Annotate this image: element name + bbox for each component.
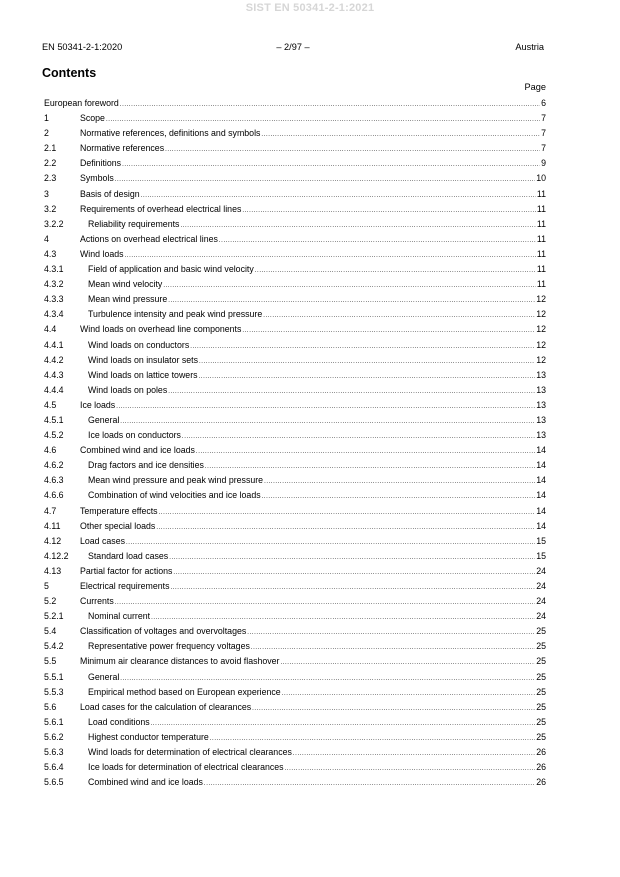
toc-entry-number: 4.4.1 — [44, 339, 64, 350]
page-column-label: Page — [524, 82, 546, 92]
toc-entry-page: 14 — [536, 475, 546, 486]
toc-entry-number: 5.6.4 — [44, 762, 64, 773]
toc-entry-page: 12 — [536, 354, 546, 365]
toc-dot-leader — [169, 551, 535, 566]
toc-entry-page: 11 — [536, 233, 546, 244]
toc-entry-page: 13 — [536, 369, 546, 380]
toc-entry-number: 5 — [44, 581, 49, 591]
toc-entry[interactable] — [44, 639, 546, 654]
toc-dot-leader — [199, 355, 535, 370]
toc-entry-title: Ice loads for determination of electrical clearances — [88, 762, 284, 773]
toc-entry-number: 4.4 — [44, 324, 57, 335]
toc-entry-page: 14 — [536, 505, 546, 516]
toc-dot-leader — [281, 656, 536, 671]
toc-entry-page: 12 — [536, 339, 546, 350]
toc-entry-page: 25 — [536, 671, 546, 682]
toc-entry-title: Mean wind velocity — [88, 279, 163, 290]
toc-entry-page: 25 — [536, 701, 546, 712]
toc-entry-page: 7 — [541, 128, 546, 139]
toc-entry[interactable] — [44, 277, 546, 292]
toc-entry[interactable] — [44, 292, 546, 307]
toc-entry-number: 4.5.1 — [44, 414, 64, 425]
toc-dot-leader — [168, 385, 535, 400]
toc-entry-number: 2.2 — [44, 158, 57, 169]
toc-entry-page: 25 — [536, 641, 546, 652]
toc-entry-title: Basis of design — [80, 188, 140, 199]
toc-entry[interactable] — [44, 760, 546, 775]
toc-entry[interactable] — [44, 262, 546, 277]
toc-entry[interactable] — [44, 700, 546, 715]
toc-entry[interactable] — [44, 171, 546, 186]
toc-entry-number: 2 — [44, 128, 49, 139]
toc-entry-title: Nominal current — [88, 611, 151, 622]
toc-entry[interactable] — [44, 473, 546, 488]
toc-entry[interactable] — [44, 519, 546, 534]
toc-entry[interactable] — [44, 413, 546, 428]
toc-entry-title: Requirements of overhead electrical lines — [80, 203, 242, 214]
toc-entry-page: 26 — [536, 747, 546, 758]
toc-entry-title: Standard load cases — [88, 550, 169, 561]
toc-entry-number: 4.6.2 — [44, 460, 64, 471]
toc-dot-leader — [165, 143, 540, 158]
toc-dot-leader — [255, 264, 536, 279]
toc-entry-number: 5.5.3 — [44, 686, 64, 697]
toc-dot-leader — [159, 506, 536, 521]
toc-entry-number: 4.3 — [44, 248, 57, 259]
toc-entry-number: 4.12.2 — [44, 550, 69, 561]
toc-entry-page: 24 — [536, 611, 546, 622]
toc-entry-title: Highest conductor temperature — [88, 731, 209, 742]
toc-entry[interactable] — [44, 624, 546, 639]
toc-entry[interactable] — [44, 156, 546, 171]
toc-entry-page: 11 — [536, 203, 546, 214]
toc-entry[interactable] — [44, 307, 546, 322]
toc-entry-title: Electrical requirements — [80, 581, 170, 591]
toc-entry-page: 14 — [536, 460, 546, 471]
toc-dot-leader — [293, 747, 535, 762]
toc-entry-page: 25 — [536, 656, 546, 667]
toc-entry-number: 3.2 — [44, 203, 57, 214]
toc-entry-number: 5.4.2 — [44, 641, 64, 652]
toc-dot-leader — [204, 777, 535, 792]
toc-entry-title: Normative references, definitions and symbols — [80, 128, 261, 139]
toc-entry[interactable] — [44, 458, 546, 473]
toc-entry-title: Empirical method based on European experience — [88, 686, 281, 697]
toc-entry[interactable] — [44, 745, 546, 760]
toc-entry[interactable] — [44, 111, 546, 126]
toc-entry-number: 4 — [44, 233, 49, 244]
toc-dot-leader — [173, 566, 535, 581]
toc-entry-title: Currents — [80, 596, 114, 607]
toc-entry[interactable] — [44, 368, 546, 383]
toc-entry-number: 5.5 — [44, 656, 57, 667]
toc-entry-title: Classification of voltages and overvoltages — [80, 626, 247, 637]
toc-entry-title: Symbols — [80, 173, 114, 184]
toc-entry-page: 11 — [536, 188, 546, 199]
toc-entry-page: 13 — [536, 399, 546, 410]
toc-dot-leader — [163, 279, 536, 294]
toc-dot-leader — [115, 596, 535, 611]
toc-entry-page: 11 — [536, 218, 546, 229]
toc-entry-number: 5.6.3 — [44, 747, 64, 758]
toc-entry-page: 13 — [536, 384, 546, 395]
toc-entry-number: 5.2.1 — [44, 611, 64, 622]
toc-entry-title: Field of application and basic wind velocity — [88, 264, 254, 275]
toc-entry-number: 4.3.4 — [44, 309, 64, 320]
toc-entry[interactable] — [44, 564, 546, 579]
toc-entry-number: 4.4.4 — [44, 384, 64, 395]
toc-entry-title: Combined wind and ice loads — [80, 445, 195, 456]
toc-entry-number: 4.6 — [44, 445, 57, 456]
toc-dot-leader — [262, 490, 536, 505]
toc-entry-title: Normative references — [80, 143, 165, 154]
toc-entry-number: 5.5.1 — [44, 671, 64, 682]
toc-entry[interactable] — [44, 126, 546, 141]
toc-entry-page: 15 — [536, 535, 546, 546]
toc-dot-leader — [263, 309, 535, 324]
page-header — [42, 42, 544, 54]
toc-entry-page: 25 — [536, 716, 546, 727]
toc-dot-leader — [116, 400, 535, 415]
toc-entry[interactable] — [44, 322, 546, 337]
toc-dot-leader — [199, 370, 536, 385]
toc-entry-number: 5.4 — [44, 626, 57, 637]
toc-entry-title: Wind loads — [80, 248, 124, 259]
toc-entry-title: European foreword — [44, 98, 119, 108]
toc-dot-leader — [182, 430, 535, 445]
toc-entry[interactable] — [44, 488, 546, 503]
toc-entry[interactable] — [44, 654, 546, 669]
toc-entry[interactable] — [44, 443, 546, 458]
document-id: EN 50341-2-1:2020 — [42, 42, 123, 52]
toc-entry[interactable] — [44, 338, 546, 353]
toc-entry[interactable] — [44, 232, 546, 247]
toc-entry-number: 4.13 — [44, 565, 62, 576]
toc-entry-number: 4.4.3 — [44, 369, 64, 380]
toc-entry-title: Minimum air clearance distances to avoid flashover — [80, 656, 280, 667]
toc-entry-page: 12 — [536, 294, 546, 305]
toc-dot-leader — [126, 536, 535, 551]
toc-entry-title: Representative power frequency voltages — [88, 641, 250, 652]
toc-dot-leader — [252, 702, 535, 717]
toc-dot-leader — [251, 641, 535, 656]
toc-entry-number: 4.12 — [44, 535, 62, 546]
toc-entry-page: 7 — [541, 113, 546, 124]
toc-entry-title: Actions on overhead electrical lines — [80, 233, 218, 244]
toc-entry-title: Wind loads on overhead line components — [80, 324, 242, 335]
toc-dot-leader — [120, 98, 540, 113]
toc-entry-title: Wind loads on insulator sets — [88, 354, 199, 365]
toc-entry[interactable] — [44, 217, 546, 232]
toc-entry-title: Partial factor for actions — [80, 565, 173, 576]
toc-entry[interactable] — [44, 609, 546, 624]
toc-entry-number: 3.2.2 — [44, 218, 64, 229]
toc-entry-title: Definitions — [80, 158, 122, 169]
toc-dot-leader — [219, 234, 536, 249]
toc-entry-title: Drag factors and ice densities — [88, 460, 204, 471]
toc-dot-leader — [242, 324, 535, 339]
toc-entry[interactable] — [44, 383, 546, 398]
toc-entry-number: 5.6 — [44, 701, 57, 712]
toc-dot-leader — [196, 445, 535, 460]
toc-entry-page: 25 — [536, 686, 546, 697]
toc-entry-title: Wind loads for determination of electrical clearances — [88, 747, 292, 758]
toc-entry-title: Wind loads on lattice towers — [88, 369, 198, 380]
toc-entry[interactable] — [44, 96, 546, 111]
toc-entry-number: 4.6.6 — [44, 490, 64, 501]
toc-entry-page: 25 — [536, 731, 546, 742]
toc-entry-page: 24 — [536, 596, 546, 607]
page-number: – 2/97 – — [276, 42, 310, 52]
toc-entry-title: Mean wind pressure — [88, 294, 168, 305]
table-of-contents — [44, 96, 546, 790]
toc-entry-title: Mean wind pressure and peak wind pressure — [88, 475, 264, 486]
toc-entry-page: 12 — [536, 324, 546, 335]
country-label: Austria — [515, 42, 544, 52]
toc-dot-leader — [285, 762, 536, 777]
toc-entry-title: Turbulence intensity and peak wind pressure — [88, 309, 263, 320]
toc-entry[interactable] — [44, 353, 546, 368]
toc-entry-number: 4.11 — [44, 520, 61, 531]
toc-entry-number: 5.2 — [44, 596, 57, 607]
toc-entry[interactable] — [44, 594, 546, 609]
toc-entry-number: 2.1 — [44, 143, 57, 154]
toc-dot-leader — [282, 687, 536, 702]
toc-entry-number: 2.3 — [44, 173, 57, 184]
toc-entry-title: Temperature effects — [80, 505, 158, 516]
toc-entry-title: Ice loads on conductors — [88, 430, 181, 441]
toc-entry-number: 5.6.2 — [44, 731, 64, 742]
toc-entry-page: 13 — [536, 414, 546, 425]
toc-dot-leader — [261, 128, 540, 143]
toc-entry[interactable] — [44, 670, 546, 685]
toc-entry-title: Wind loads on poles — [88, 384, 168, 395]
toc-entry-number: 4.4.2 — [44, 354, 64, 365]
toc-entry-number: 5.6.5 — [44, 777, 64, 788]
toc-entry-page: 11 — [536, 248, 546, 259]
toc-dot-leader — [120, 415, 535, 430]
toc-entry[interactable] — [44, 775, 546, 790]
toc-dot-leader — [170, 581, 535, 596]
toc-entry-number: 3 — [44, 188, 49, 199]
toc-entry-number: 4.6.3 — [44, 475, 64, 486]
toc-entry-page: 14 — [536, 520, 546, 531]
toc-entry-page: 9 — [541, 158, 546, 169]
toc-entry[interactable] — [44, 202, 546, 217]
toc-entry-page: 7 — [541, 143, 546, 154]
toc-entry-title: Other special loads — [80, 520, 156, 531]
toc-entry-title: Reliability requirements — [88, 218, 180, 229]
toc-entry-number: 5.6.1 — [44, 716, 64, 727]
toc-dot-leader — [180, 219, 535, 234]
toc-entry-number: 1 — [44, 113, 49, 124]
toc-entry[interactable] — [44, 730, 546, 745]
toc-entry-page: 12 — [536, 309, 546, 320]
toc-dot-leader — [122, 158, 540, 173]
toc-entry-number: 4.3.2 — [44, 279, 64, 290]
toc-entry-page: 14 — [536, 445, 546, 456]
toc-entry[interactable] — [44, 141, 546, 156]
page-title: Contents — [42, 66, 97, 80]
toc-entry-title: Scope — [80, 113, 105, 124]
toc-entry-number: 4.5.2 — [44, 430, 64, 441]
toc-dot-leader — [190, 340, 535, 355]
toc-entry-page: 11 — [536, 279, 546, 290]
toc-entry-page: 24 — [536, 565, 546, 576]
toc-entry-number: 4.5 — [44, 399, 57, 410]
watermark: SIST EN 50341-2-1:2021 — [245, 2, 375, 14]
toc-entry-title: Load cases for the calculation of clearances — [80, 701, 252, 712]
toc-dot-leader — [247, 626, 535, 641]
toc-entry[interactable] — [44, 715, 546, 730]
toc-dot-leader — [156, 521, 535, 536]
toc-entry-page: 11 — [536, 264, 546, 275]
toc-entry-title: Load cases — [80, 535, 125, 546]
toc-entry-page: 26 — [536, 777, 546, 788]
toc-entry-number: 4.3.3 — [44, 294, 64, 305]
toc-entry-title: General — [88, 671, 120, 682]
toc-entry[interactable] — [44, 187, 546, 202]
toc-entry-page: 10 — [536, 173, 546, 184]
toc-entry-title: Combined wind and ice loads — [88, 777, 203, 788]
toc-entry-title: Ice loads — [80, 399, 116, 410]
toc-entry-page: 14 — [536, 490, 546, 501]
toc-entry-title: Load conditions — [88, 716, 150, 727]
toc-dot-leader — [264, 475, 535, 490]
toc-entry-page: 15 — [536, 550, 546, 561]
toc-entry-page: 6 — [541, 98, 546, 108]
toc-dot-leader — [242, 204, 536, 219]
toc-entry-title: Combination of wind velocities and ice loads — [88, 490, 261, 501]
toc-entry[interactable] — [44, 534, 546, 549]
toc-entry[interactable] — [44, 579, 546, 594]
toc-entry[interactable] — [44, 549, 546, 564]
toc-entry-page: 25 — [536, 626, 546, 637]
toc-dot-leader — [115, 173, 535, 188]
toc-entry-number: 4.7 — [44, 505, 57, 516]
toc-entry-title: General — [88, 414, 120, 425]
toc-entry[interactable] — [44, 428, 546, 443]
toc-entry-page: 26 — [536, 762, 546, 773]
toc-entry[interactable] — [44, 504, 546, 519]
toc-entry-number: 4.3.1 — [44, 264, 64, 275]
toc-entry-page: 24 — [536, 581, 546, 591]
toc-entry[interactable] — [44, 685, 546, 700]
toc-entry-title: Wind loads on conductors — [88, 339, 190, 350]
toc-entry[interactable] — [44, 398, 546, 413]
toc-entry[interactable] — [44, 247, 546, 262]
toc-entry-page: 13 — [536, 430, 546, 441]
